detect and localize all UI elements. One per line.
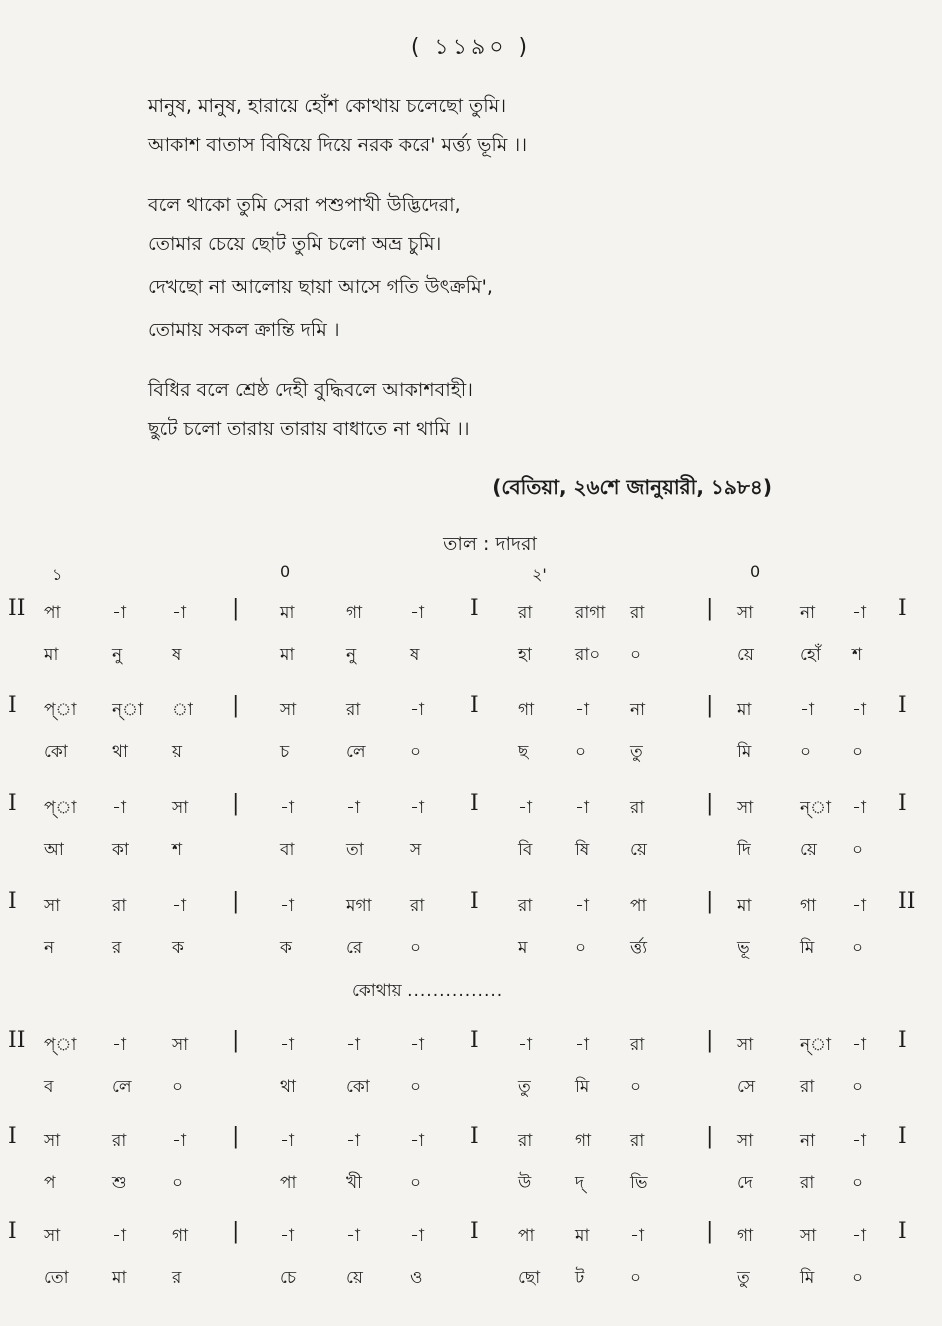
lyric-syllable: ০: [410, 938, 422, 958]
measure-separator: |: [232, 1219, 240, 1244]
swara-note: -া: [852, 896, 866, 916]
swara-note: প্া: [44, 1035, 77, 1055]
lyric-syllable: র্ত্ত্য: [630, 938, 648, 958]
lyric-syllable: য়: [172, 742, 183, 762]
swara-note: -া: [172, 1131, 186, 1151]
lyric-syllable: মা: [112, 1268, 127, 1288]
lyric-syllable: হা: [518, 645, 532, 665]
swara-note: -া: [280, 1035, 294, 1055]
lyric-syllable: কা: [112, 840, 129, 860]
start-bar: II: [8, 1028, 26, 1053]
start-bar: I: [8, 889, 17, 914]
swara-note: -া: [410, 798, 424, 818]
swara-note: -া: [518, 798, 532, 818]
lyric-syllable: ক: [172, 938, 184, 958]
lyric-syllable: শু: [112, 1173, 127, 1193]
lyric-syllable: সে: [737, 1077, 756, 1097]
swara-note: -া: [280, 1131, 294, 1151]
swara-note: -া: [346, 798, 360, 818]
lyric-syllable: কো: [44, 742, 68, 762]
lyric-syllable: ০: [852, 1268, 864, 1288]
swara-note: রা: [630, 1035, 645, 1055]
lyric-syllable: বি: [518, 840, 533, 860]
lyric-syllable: ম: [518, 938, 528, 958]
lyric-syllable: ০: [852, 742, 864, 762]
swara-note: রা: [630, 1131, 645, 1151]
swara-note: -া: [280, 1226, 294, 1246]
measure-separator: |: [232, 693, 240, 718]
swara-note: গা: [518, 700, 535, 720]
swara-note: -া: [852, 798, 866, 818]
swara-note: -া: [172, 896, 186, 916]
start-bar: I: [8, 1124, 17, 1149]
lyric-syllable: রা: [800, 1173, 815, 1193]
swara-note: -া: [346, 1131, 360, 1151]
lyric-syllable: দে: [737, 1173, 753, 1193]
swara-note: -া: [346, 1035, 360, 1055]
lyric-syllable: ০: [630, 1077, 642, 1097]
swara-note: রা: [518, 603, 533, 623]
swara-note: সা: [280, 700, 297, 720]
measure-separator: I: [470, 693, 479, 718]
beat-marker-3: ২': [532, 565, 547, 584]
start-bar: I: [8, 1219, 17, 1244]
lyric-syllable: র: [112, 938, 122, 958]
end-bar: II: [898, 889, 916, 914]
swara-note: রা: [410, 896, 425, 916]
start-bar: I: [8, 693, 17, 718]
lyric-syllable: মি: [800, 1268, 815, 1288]
poem-line: আকাশ বাতাস বিষিয়ে দিয়ে নরক করে' মর্ত্ত্য ভূমি ।।: [148, 134, 527, 156]
swara-note: -া: [410, 700, 424, 720]
start-bar: II: [8, 596, 26, 621]
swara-note: রা: [518, 896, 533, 916]
poem-line: মানুষ, মানুষ, হারায়ে হোঁশ কোথায় চলেছো তুমি।: [148, 95, 507, 117]
poem-line: তোমায় সকল ক্রান্তি দমি ।: [148, 319, 340, 341]
lyric-syllable: প: [44, 1173, 56, 1193]
swara-note: -া: [346, 1226, 360, 1246]
lyric-syllable: ০: [852, 938, 864, 958]
lyric-syllable: ০: [172, 1173, 184, 1193]
lyric-syllable: স: [410, 840, 422, 860]
lyric-syllable: ০: [852, 1173, 864, 1193]
lyric-syllable: পা: [280, 1173, 297, 1193]
lyric-syllable: ০: [410, 742, 422, 762]
lyric-syllable: ০: [575, 742, 587, 762]
lyric-syllable: খী: [346, 1173, 363, 1193]
measure-separator: |: [706, 791, 714, 816]
lyric-syllable: ক: [280, 938, 292, 958]
lyric-syllable: উ: [518, 1173, 532, 1193]
end-bar: I: [898, 1124, 907, 1149]
swara-note: সা: [44, 1226, 61, 1246]
lyric-syllable: আ: [44, 840, 64, 860]
lyric-syllable: মি: [800, 938, 815, 958]
swara-note: -া: [630, 1226, 644, 1246]
swara-note: -া: [852, 1226, 866, 1246]
swara-note: না: [800, 603, 816, 623]
beat-marker-4: 0: [750, 562, 761, 581]
swara-note: রা: [346, 700, 361, 720]
swara-note: -া: [112, 603, 126, 623]
swara-note: -া: [575, 1035, 589, 1055]
lyric-syllable: ভি: [630, 1173, 648, 1193]
swara-note: -া: [575, 896, 589, 916]
lyric-syllable: য়ে: [737, 645, 754, 665]
swara-note: -া: [280, 798, 294, 818]
lyric-syllable: লে: [346, 742, 366, 762]
end-bar: I: [898, 1219, 907, 1244]
lyric-syllable: হোঁ: [800, 645, 821, 665]
swara-note: -া: [800, 700, 814, 720]
beat-marker-1: ১: [52, 565, 63, 584]
swara-note: মগা: [346, 896, 372, 916]
lyric-syllable: য়ে: [800, 840, 817, 860]
lyric-syllable: ছো: [518, 1268, 541, 1288]
lyric-syllable: চ: [280, 742, 290, 762]
swara-note: সা: [737, 798, 754, 818]
lyric-syllable: ০: [852, 1077, 864, 1097]
measure-separator: |: [232, 1124, 240, 1149]
start-bar: I: [8, 791, 17, 816]
end-bar: I: [898, 791, 907, 816]
lyric-syllable: দি: [737, 840, 751, 860]
refrain-text: কোথায়: [352, 981, 402, 1001]
taal-heading: তাল : দাদরা: [443, 533, 537, 555]
lyric-syllable: রা০: [575, 645, 601, 665]
swara-note: -া: [112, 1226, 126, 1246]
swara-note: পা: [44, 603, 61, 623]
swara-note: া: [172, 700, 193, 720]
lyric-syllable: দ্: [575, 1173, 584, 1193]
swara-note: রা: [630, 798, 645, 818]
swara-note: -া: [410, 1131, 424, 1151]
lyric-syllable: য়ে: [630, 840, 647, 860]
lyric-syllable: ছ: [518, 742, 529, 762]
lyric-syllable: কো: [346, 1077, 370, 1097]
swara-note: না: [630, 700, 646, 720]
lyric-syllable: নু: [346, 645, 357, 665]
swara-note: গা: [172, 1226, 189, 1246]
swara-note: গা: [800, 896, 817, 916]
swara-note: প্া: [44, 798, 77, 818]
lyric-syllable: তো: [44, 1268, 69, 1288]
measure-separator: |: [232, 889, 240, 914]
lyric-syllable: তু: [737, 1268, 750, 1288]
lyric-syllable: লে: [112, 1077, 132, 1097]
swara-note: সা: [737, 1035, 754, 1055]
poem-line: দেখছো না আলোয় ছায়া আসে গতি উৎক্রমি',: [148, 276, 493, 298]
lyric-syllable: ও: [410, 1268, 423, 1288]
poem-line: বলে থাকো তুমি সেরা পশুপাখী উদ্ভিদেরা,: [148, 194, 461, 216]
lyric-syllable: ০: [800, 742, 812, 762]
swara-note: রাগা: [575, 603, 606, 623]
lyric-syllable: তা: [346, 840, 364, 860]
lyric-syllable: ০: [852, 840, 864, 860]
lyric-syllable: ০: [410, 1077, 422, 1097]
swara-note: মা: [575, 1226, 590, 1246]
measure-separator: |: [706, 596, 714, 621]
swara-note: -া: [172, 603, 186, 623]
lyric-syllable: শ: [172, 840, 183, 860]
lyric-syllable: তু: [518, 1077, 531, 1097]
swara-note: মা: [737, 896, 752, 916]
poem-line: ছুটে চলো তারায় তারায় বাধাতে না থামি ।।: [148, 418, 470, 440]
swara-note: -া: [112, 1035, 126, 1055]
measure-separator: I: [470, 596, 479, 621]
lyric-syllable: ০: [630, 1268, 642, 1288]
measure-separator: |: [706, 1028, 714, 1053]
citation: (বেতিয়া, ২৬শে জানুয়ারী, ১৯৮৪): [492, 475, 772, 499]
swara-note: -া: [280, 896, 294, 916]
poem-stanza: [148, 88, 868, 167]
swara-note: সা: [737, 1131, 754, 1151]
measure-separator: |: [232, 596, 240, 621]
measure-separator: |: [706, 1219, 714, 1244]
lyric-syllable: মা: [44, 645, 59, 665]
lyric-syllable: ০: [172, 1077, 184, 1097]
swara-note: রা: [630, 603, 645, 623]
lyric-syllable: ট: [575, 1268, 585, 1288]
swara-note: -া: [112, 798, 126, 818]
lyric-syllable: ০: [630, 645, 642, 665]
swara-note: -া: [518, 1035, 532, 1055]
measure-separator: |: [232, 791, 240, 816]
measure-separator: I: [470, 791, 479, 816]
swara-note: পা: [630, 896, 647, 916]
lyric-syllable: ০: [410, 1173, 422, 1193]
swara-note: -া: [575, 798, 589, 818]
page-number: ( ১১৯০ ): [410, 35, 532, 60]
lyric-syllable: ষ: [410, 645, 420, 665]
swara-note: -া: [410, 1035, 424, 1055]
poem: [148, 88, 868, 471]
swara-note: -া: [852, 603, 866, 623]
measure-separator: I: [470, 1219, 479, 1244]
lyric-syllable: শ: [852, 645, 863, 665]
swara-note: সা: [44, 1131, 61, 1151]
swara-note: সা: [172, 798, 189, 818]
swara-note: সা: [800, 1226, 817, 1246]
lyric-syllable: ভূ: [737, 938, 750, 958]
lyric-syllable: রে: [346, 938, 363, 958]
lyric-syllable: রা: [800, 1077, 815, 1097]
swara-note: ন্া: [800, 1035, 831, 1055]
swara-note: ন্া: [112, 700, 143, 720]
lyric-syllable: ০: [575, 938, 587, 958]
lyric-syllable: চে: [280, 1268, 297, 1288]
poem-stanza: [148, 372, 868, 451]
swara-note: -া: [852, 1131, 866, 1151]
lyric-syllable: নু: [112, 645, 123, 665]
swara-note: পা: [518, 1226, 535, 1246]
lyric-syllable: মি: [575, 1077, 590, 1097]
end-bar: I: [898, 693, 907, 718]
swara-note: -া: [852, 700, 866, 720]
swara-note: গা: [346, 603, 363, 623]
lyric-syllable: তু: [630, 742, 643, 762]
lyric-syllable: মি: [737, 742, 752, 762]
swara-note: -া: [575, 700, 589, 720]
swara-note: প্া: [44, 700, 77, 720]
swara-note: ন্া: [800, 798, 831, 818]
swara-note: মা: [280, 603, 295, 623]
refrain-label: [352, 978, 503, 1006]
swara-note: সা: [172, 1035, 189, 1055]
end-bar: I: [898, 1028, 907, 1053]
measure-separator: |: [706, 889, 714, 914]
swara-note: গা: [575, 1131, 592, 1151]
poem-line: তোমার চেয়ে ছোট তুমি চলো অভ্র চুমি।: [148, 233, 442, 255]
swara-note: -া: [410, 603, 424, 623]
measure-separator: |: [706, 693, 714, 718]
lyric-syllable: র: [172, 1268, 182, 1288]
swara-note: রা: [112, 896, 127, 916]
swara-note: সা: [44, 896, 61, 916]
swara-note: রা: [518, 1131, 533, 1151]
lyric-syllable: ষ: [172, 645, 182, 665]
lyric-syllable: ষি: [575, 840, 590, 860]
lyric-syllable: ন: [44, 938, 55, 958]
end-bar: I: [898, 596, 907, 621]
measure-separator: I: [470, 1028, 479, 1053]
lyric-syllable: থা: [280, 1077, 296, 1097]
swara-note: -া: [852, 1035, 866, 1055]
lyric-syllable: মা: [280, 645, 295, 665]
swara-note: -া: [410, 1226, 424, 1246]
swara-note: গা: [737, 1226, 754, 1246]
measure-separator: |: [706, 1124, 714, 1149]
swara-note: মা: [737, 700, 752, 720]
measure-separator: I: [470, 1124, 479, 1149]
measure-separator: |: [232, 1028, 240, 1053]
poem-stanza: [148, 187, 868, 352]
swara-note: রা: [112, 1131, 127, 1151]
swara-note: না: [800, 1131, 816, 1151]
lyric-syllable: ব: [44, 1077, 54, 1097]
lyric-syllable: থা: [112, 742, 128, 762]
lyric-syllable: য়ে: [346, 1268, 363, 1288]
lyric-syllable: বা: [280, 840, 295, 860]
refrain-dots: ...............: [407, 981, 504, 1001]
measure-separator: I: [470, 889, 479, 914]
poem-line: বিধির বলে শ্রেষ্ঠ দেহী বুদ্ধিবলে আকাশবাহী।: [148, 379, 473, 401]
beat-marker-2: 0: [280, 562, 291, 581]
swara-note: সা: [737, 603, 754, 623]
